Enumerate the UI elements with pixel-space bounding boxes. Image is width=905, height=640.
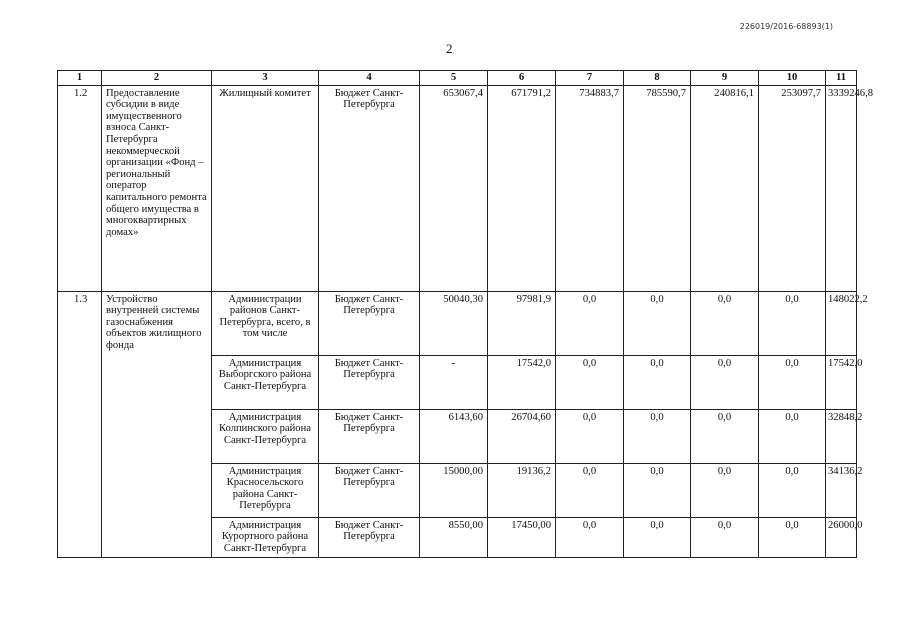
- value-col-9: 0,0: [691, 409, 759, 463]
- page-number: 2: [446, 41, 453, 56]
- value-col-11: 3339246,8: [826, 85, 857, 291]
- col-header-2: 2: [102, 71, 212, 86]
- col-header-3: 3: [212, 71, 319, 86]
- value-col-10: 0,0: [759, 291, 826, 355]
- value-col-9: 0,0: [691, 463, 759, 517]
- value-col-7: 0,0: [556, 291, 624, 355]
- value-col-10: 0,0: [759, 463, 826, 517]
- col-header-4: 4: [319, 71, 420, 86]
- col-header-8: 8: [624, 71, 691, 86]
- row-number: 1.2: [58, 85, 102, 291]
- value-col-6: 26704,60: [488, 409, 556, 463]
- value-col-5: -: [420, 355, 488, 409]
- value-col-10: 0,0: [759, 517, 826, 557]
- value-col-7: 0,0: [556, 463, 624, 517]
- row-executor: Администрация Колпинского района Санкт-Петербурга: [212, 409, 319, 463]
- header-row: [58, 71, 857, 86]
- value-col-9: 0,0: [691, 355, 759, 409]
- table-row-1-3: [58, 291, 857, 355]
- value-col-8: 0,0: [624, 355, 691, 409]
- row-source: Бюджет Санкт-Петербурга: [319, 463, 420, 517]
- row-executor: Администрация Выборгского района Санкт-Петербурга: [212, 355, 319, 409]
- col-header-10: 10: [759, 71, 826, 86]
- value-col-10: 253097,7: [759, 85, 826, 291]
- col-header-5: 5: [420, 71, 488, 86]
- value-col-11: 26000,0: [826, 517, 857, 557]
- value-col-9: 0,0: [691, 291, 759, 355]
- value-col-9: 240816,1: [691, 85, 759, 291]
- row-executor: Жилищный комитет: [212, 85, 319, 291]
- row-description: Предоставление субсидии в виде имущественного взноса Санкт-Петербурга некоммерческой организации «Фонд – региональный оператор капитального ремонта общего имущества в многоквартирных домах»: [102, 85, 212, 291]
- value-col-11: 32848,2: [826, 409, 857, 463]
- row-executor: Администрация Красносельского района Санкт-Петербурга: [212, 463, 319, 517]
- value-col-7: 0,0: [556, 355, 624, 409]
- col-header-6: 6: [488, 71, 556, 86]
- value-col-5: 8550,00: [420, 517, 488, 557]
- value-col-11: 148022,2: [826, 291, 857, 355]
- value-col-5: 6143,60: [420, 409, 488, 463]
- value-col-6: 97981,9: [488, 291, 556, 355]
- value-col-7: 0,0: [556, 517, 624, 557]
- row-source: Бюджет Санкт-Петербурга: [319, 291, 420, 355]
- value-col-10: 0,0: [759, 355, 826, 409]
- value-col-8: 0,0: [624, 291, 691, 355]
- value-col-8: 785590,7: [624, 85, 691, 291]
- value-col-8: 0,0: [624, 409, 691, 463]
- col-header-1: 1: [58, 71, 102, 86]
- value-col-5: 653067,4: [420, 85, 488, 291]
- value-col-6: 17450,00: [488, 517, 556, 557]
- row-description: Устройство внутренней системы газоснабжения объектов жилищного фонда: [102, 291, 212, 557]
- value-col-10: 0,0: [759, 409, 826, 463]
- col-header-7: 7: [556, 71, 624, 86]
- row-source: Бюджет Санкт-Петербурга: [319, 85, 420, 291]
- col-header-11: 11: [826, 71, 857, 86]
- row-number: 1.3: [58, 291, 102, 557]
- value-col-6: 19136,2: [488, 463, 556, 517]
- row-source: Бюджет Санкт-Петербурга: [319, 409, 420, 463]
- row-source: Бюджет Санкт-Петербурга: [319, 355, 420, 409]
- value-col-8: 0,0: [624, 517, 691, 557]
- value-col-6: 17542,0: [488, 355, 556, 409]
- value-col-9: 0,0: [691, 517, 759, 557]
- value-col-6: 671791,2: [488, 85, 556, 291]
- value-col-5: 15000,00: [420, 463, 488, 517]
- value-col-7: 0,0: [556, 409, 624, 463]
- row-executor: Администрации районов Санкт-Петербурга, всего, в том числе: [212, 291, 319, 355]
- value-col-7: 734883,7: [556, 85, 624, 291]
- value-col-11: 17542,0: [826, 355, 857, 409]
- value-col-5: 50040,30: [420, 291, 488, 355]
- value-col-11: 34136,2: [826, 463, 857, 517]
- row-source: Бюджет Санкт-Петербурга: [319, 517, 420, 557]
- budget-table: [57, 70, 874, 558]
- value-col-8: 0,0: [624, 463, 691, 517]
- row-executor: Администрация Курортного района Санкт-Петербурга: [212, 517, 319, 557]
- table-row-1-2: [58, 85, 857, 291]
- col-header-9: 9: [691, 71, 759, 86]
- document-id: 226019/2016-68893(1): [739, 22, 833, 31]
